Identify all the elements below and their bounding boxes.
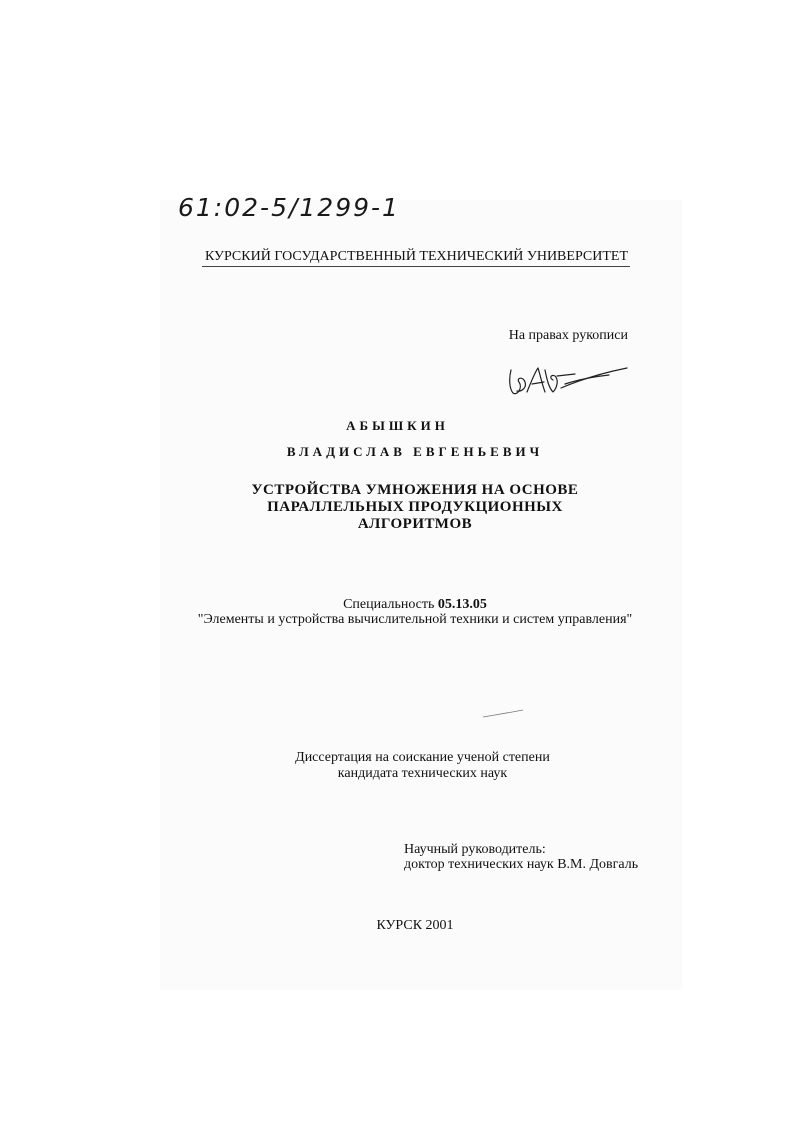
scientific-supervisor	[404, 842, 644, 872]
title-line: УСТРОЙСТВА УМНОЖЕНИЯ НА ОСНОВЕ	[251, 482, 579, 498]
specialty-line	[0, 597, 795, 613]
title-line: ПАРАЛЛЕЛЬНЫХ ПРОДУКЦИОННЫХ	[267, 499, 563, 515]
title-line: АЛГОРИТМОВ	[357, 516, 473, 532]
specialty-label: Специальность	[343, 597, 435, 612]
supervisor-name: доктор технических наук В.М. Довгаль	[404, 857, 639, 872]
author-signature	[505, 358, 630, 398]
specialty-name: "Элементы и устройства вычислительной техники и систем управления"	[197, 612, 633, 627]
place-and-year: КУРСК 2001	[376, 918, 454, 933]
supervisor-label: Научный руководитель:	[404, 842, 546, 857]
author-surname: АБЫШКИН	[346, 418, 449, 433]
handwritten-registration-code: 61:02-5/1299-1	[178, 193, 400, 222]
specialty-code: 05.13.05	[437, 597, 487, 612]
dissertation-purpose	[0, 750, 795, 782]
manuscript-rights-note: На правах рукописи	[508, 328, 628, 343]
university-name: КУРСКИЙ ГОСУДАРСТВЕННЫЙ ТЕХНИЧЕСКИЙ УНИВЕРСИТЕТ	[205, 249, 629, 264]
author-first-and-patronymic: ВЛАДИСЛАВ ЕВГЕНЬЕВИЧ	[286, 444, 544, 459]
university-underline	[202, 266, 630, 267]
dissertation-line: кандидата технических наук	[337, 766, 508, 781]
stray-pen-mark	[482, 709, 524, 719]
dissertation-title	[200, 482, 630, 533]
dissertation-line: Диссертация на соискание ученой степени	[295, 750, 550, 765]
